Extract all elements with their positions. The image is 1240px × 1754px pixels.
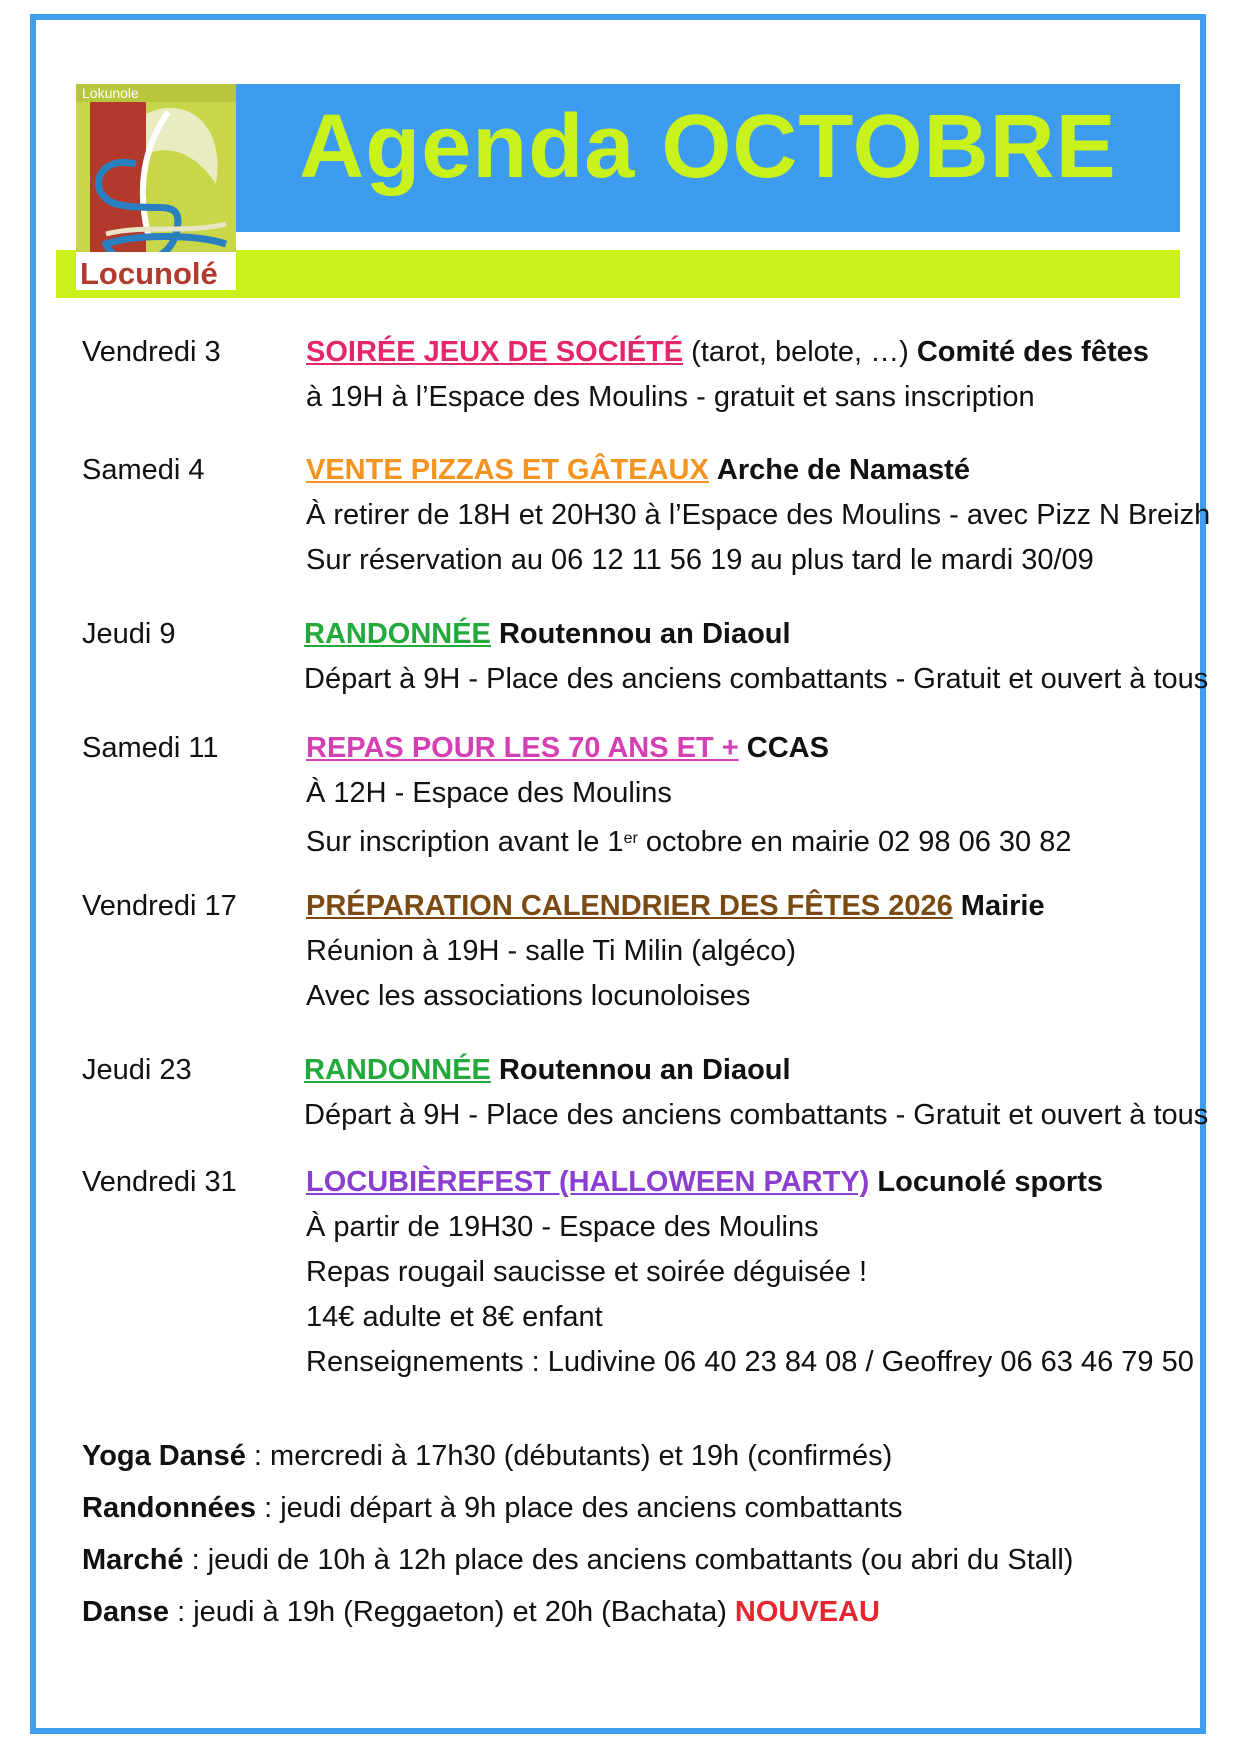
event-detail: Réunion à 19H - salle Ti Milin (algéco) (306, 935, 796, 967)
event-detail-text: octobre en mairie 02 98 06 30 82 (637, 826, 1072, 858)
event-organizer: CCAS (746, 732, 829, 764)
event-headline (306, 884, 1240, 929)
event-detail: Sur réservation au 06 12 11 56 19 au plus tard le mardi 30/09 (306, 544, 1094, 576)
recurring-text: : mercredi à 17h30 (débutants) et 19h (confirmés) (245, 1440, 893, 1472)
logo-graphic (76, 84, 236, 290)
new-badge: NOUVEAU (734, 1596, 880, 1628)
event-detail: À partir de 19H30 - Espace des Moulins (306, 1211, 819, 1243)
event-body (306, 884, 1240, 1019)
event-headline (306, 1160, 1240, 1205)
event-detail: À retirer de 18H et 20H30 à l’Espace des Moulins - avec Pizz N Breizh (306, 499, 1211, 531)
event-detail: Départ à 9H - Place des anciens combattants - Gratuit et ouvert à tous (304, 1099, 1209, 1131)
event-day: Jeudi 9 (82, 618, 176, 650)
event-note: (tarot, belote, …) (683, 336, 917, 368)
event-category: REPAS POUR LES 70 ANS ET + (306, 732, 739, 764)
event-organizer: Routennou an Diaoul (498, 1054, 791, 1086)
recurring-text: : jeudi à 19h (Reggaeton) et 20h (Bachata) (169, 1596, 735, 1628)
recurring-name: Marché (82, 1544, 184, 1576)
logo-bottom-text: Locunolé (80, 256, 218, 290)
recurring-item (82, 1586, 1182, 1638)
event-day: Jeudi 23 (82, 1054, 192, 1086)
event-detail (306, 816, 1240, 865)
recurring-item (82, 1534, 1182, 1586)
recurring-text: : jeudi départ à 9h place des anciens combattants (256, 1492, 903, 1524)
event-detail: Renseignements : Ludivine 06 40 23 84 08 / Geoffrey 06 63 46 79 50 (306, 1346, 1194, 1378)
event-headline (306, 726, 1240, 771)
event-headline (306, 330, 1240, 375)
recurring-activities (82, 1430, 1182, 1638)
event-category: VENTE PIZZAS ET GÂTEAUX (306, 454, 709, 486)
logo-top-text: Lokunole (82, 85, 139, 101)
event-day: Vendredi 31 (82, 1166, 237, 1198)
event-headline (304, 612, 1240, 657)
event-headline (304, 1048, 1240, 1093)
recurring-name: Randonnées (82, 1492, 257, 1524)
recurring-name: Yoga Dansé (82, 1440, 246, 1472)
event-detail: Avec les associations locunoloises (306, 980, 751, 1012)
event-detail: À 12H - Espace des Moulins (306, 777, 672, 809)
page-title: Agenda OCTOBRE (299, 97, 1117, 197)
event-organizer: Locunolé sports (877, 1166, 1103, 1198)
event-body (304, 612, 1240, 702)
event-detail: Départ à 9H - Place des anciens combattants - Gratuit et ouvert à tous (304, 663, 1209, 695)
recurring-name: Danse (82, 1596, 170, 1628)
event-category: SOIRÉE JEUX DE SOCIÉTÉ (306, 336, 684, 368)
event-detail: Repas rougail saucisse et soirée déguisée ! (306, 1256, 867, 1288)
event-detail-text: Sur inscription avant le 1 (306, 826, 624, 858)
event-organizer: Routennou an Diaoul (498, 618, 791, 650)
event-body (304, 1048, 1240, 1138)
event-day: Vendredi 3 (82, 336, 221, 368)
event-headline (306, 448, 1240, 493)
event-category: PRÉPARATION CALENDRIER DES FÊTES 2026 (306, 890, 953, 922)
event-organizer: Mairie (960, 890, 1045, 922)
event-detail: à 19H à l’Espace des Moulins - gratuit et sans inscription (306, 381, 1035, 413)
event-organizer: Comité des fêtes (916, 336, 1149, 368)
event-day: Samedi 4 (82, 454, 205, 486)
event-day: Samedi 11 (82, 732, 219, 764)
event-day: Vendredi 17 (82, 890, 237, 922)
event-category: RANDONNÉE (304, 1054, 491, 1086)
recurring-item (82, 1430, 1182, 1482)
recurring-text: : jeudi de 10h à 12h place des anciens combattants (ou abri du Stall) (183, 1544, 1074, 1576)
event-body (306, 726, 1240, 865)
event-body (306, 448, 1240, 583)
event-category: RANDONNÉE (304, 618, 491, 650)
locunole-logo (76, 84, 236, 290)
event-category: LOCUBIÈREFEST (HALLOWEEN PARTY) (306, 1166, 870, 1198)
event-body (306, 330, 1240, 420)
recurring-item (82, 1482, 1182, 1534)
event-detail: 14€ adulte et 8€ enfant (306, 1301, 603, 1333)
ordinal-superscript: er (623, 830, 638, 847)
event-organizer: Arche de Namasté (716, 454, 970, 486)
event-body (306, 1160, 1240, 1385)
